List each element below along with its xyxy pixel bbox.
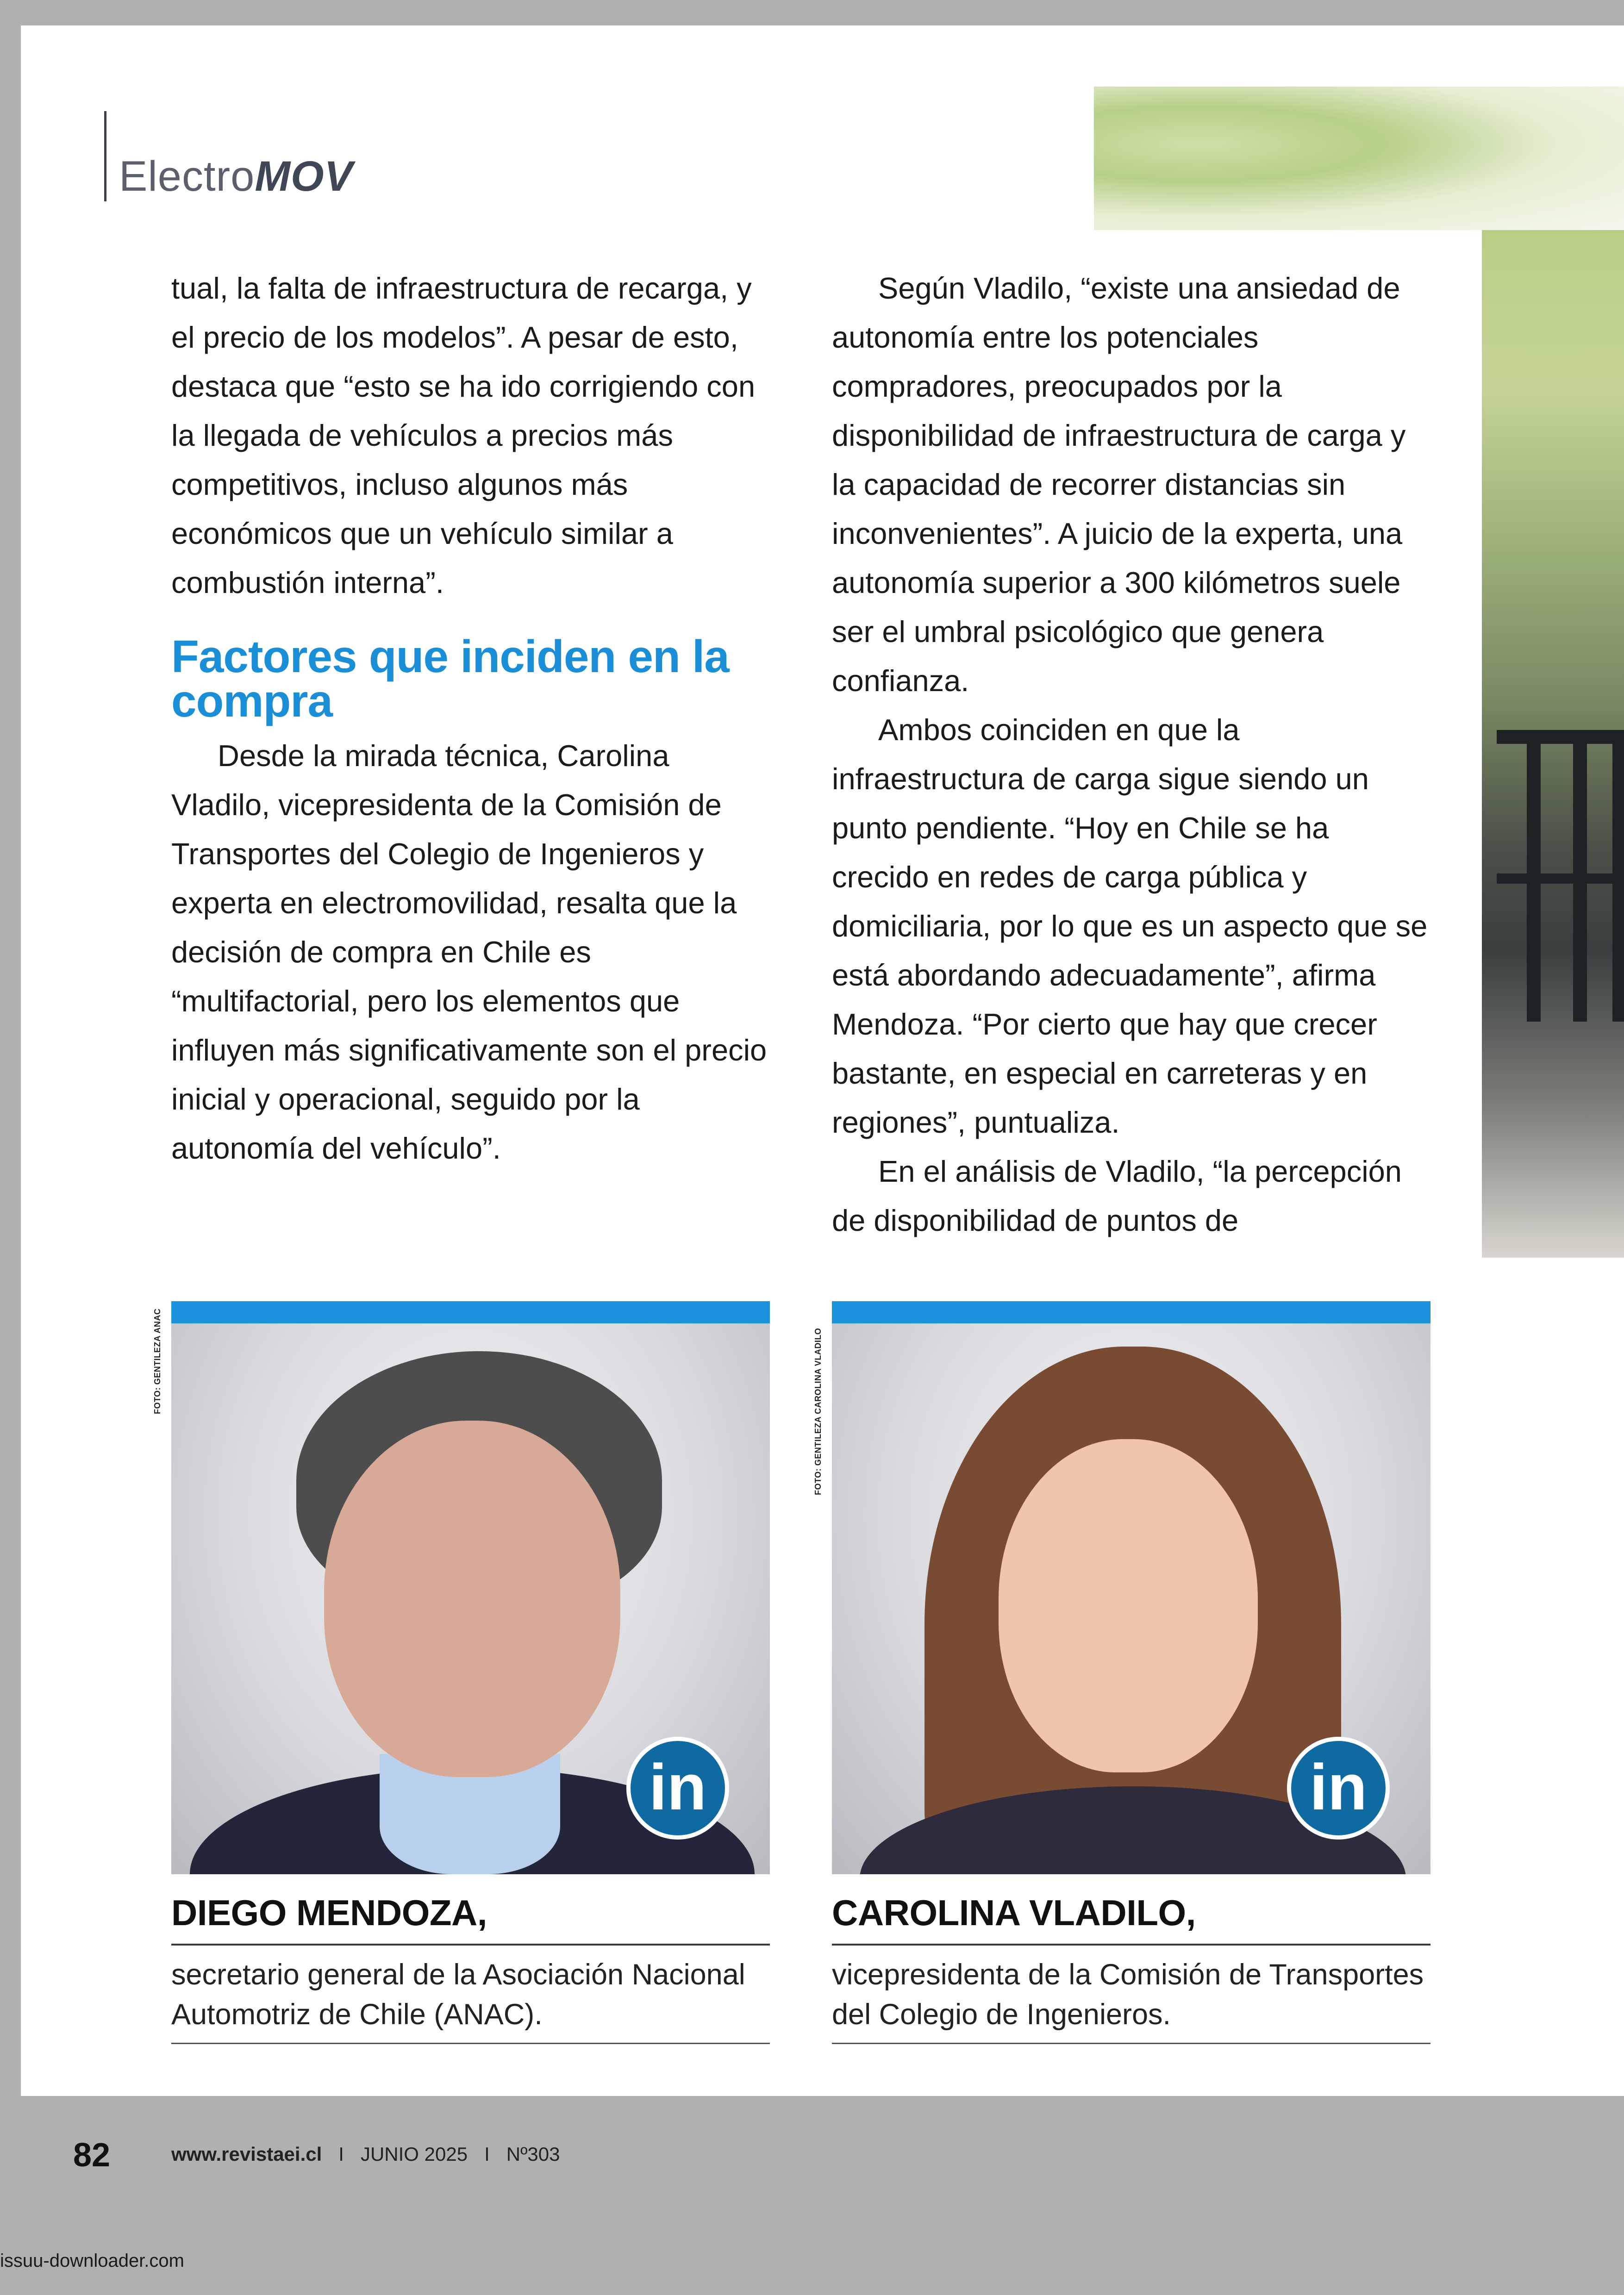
footer-separator: I — [484, 2143, 490, 2165]
fence-rail — [1497, 873, 1624, 884]
section-subhead: Factores que inciden en la compra — [171, 631, 729, 726]
photo-credit: FOTO: GENTILEZA CAROLINA VLADILO — [813, 1328, 823, 1495]
linkedin-icon[interactable]: in — [1287, 1737, 1390, 1840]
profile-card-vladilo — [832, 1301, 1430, 2044]
divider — [171, 2043, 770, 2044]
footer-issue-date: JUNIO 2025 — [360, 2143, 468, 2165]
paragraph: Desde la mirada técnica, Carolina Vladilo, vicepresidenta de la Comisión de Transportes del Colegio de Ingenieros y experta en electromovilidad, resalta que la decisión de compra en Chile es “multifactorial, pero los elementos que influyen más significativamente son el precio inicial y operacional, seguido por la autonomía del vehículo”. — [171, 739, 767, 1165]
portrait-photo — [171, 1323, 770, 1874]
fence-bar — [1527, 735, 1541, 1022]
watermark: issuu-downloader.com — [0, 2251, 184, 2271]
paragraph: En el análisis de Vladilo, “la percepción de disponibilidad de puntos de — [832, 1154, 1402, 1237]
profile-name: CAROLINA VLADILO, — [832, 1892, 1196, 1933]
photo-credit: FOTO: GENTILEZA ANAC — [153, 1308, 162, 1414]
paragraph: Según Vladilo, “existe una ansiedad de autonomía entre los potenciales compradores, preocupados por la disponibilidad de infraestructura de carga y la capacidad de recorrer distancias sin inconvenientes”. A juicio de la experta, una autonomía superior a 300 kilómetros suele ser el umbral psicológico que genera confianza. — [832, 271, 1406, 698]
footer-issue-number: Nº303 — [506, 2143, 560, 2165]
fence-rail — [1497, 730, 1624, 744]
divider — [832, 2043, 1430, 2044]
linkedin-icon[interactable]: in — [626, 1737, 729, 1840]
profile-name: DIEGO MENDOZA, — [171, 1892, 487, 1933]
portrait-face — [999, 1439, 1258, 1772]
divider — [832, 1944, 1430, 1946]
brand-light: Electro — [119, 153, 255, 200]
paragraph: tual, la falta de infraestructura de recarga, y el precio de los modelos”. A pesar de esto, destaca que “esto se ha ido corrigiendo con la llegada de vehículos a precios más competitivos, incluso algunos más económicos que un vehículo similar a combustión interna”. — [171, 271, 756, 599]
footer-info — [171, 2143, 560, 2165]
article-column-right — [832, 264, 1429, 1245]
profile-role: secretario general de la Asociación Nacional Automotriz de Chile (ANAC). — [171, 1958, 745, 2031]
portrait-face — [324, 1421, 620, 1777]
photo-strip — [1482, 230, 1624, 1258]
brand-bold: MOV — [255, 153, 353, 200]
fence-bar — [1612, 735, 1624, 1022]
foliage-blur — [1094, 87, 1624, 230]
divider — [171, 1944, 770, 1946]
fence-bar — [1573, 735, 1587, 1022]
card-accent-bar — [832, 1301, 1430, 1323]
portrait-photo — [832, 1323, 1430, 1874]
paragraph: Ambos coinciden en que la infraestructura de carga sigue siendo un punto pendiente. “Hoy en Chile se ha crecido en redes de carga pública y domiciliaria, por lo que es un aspecto que se está abordando adecuadamente”, afirma Mendoza. “Por cierto que hay que crecer bastante, en especial en carreteras y en regiones”, puntualiza. — [832, 713, 1428, 1139]
section-brand — [119, 155, 353, 198]
card-accent-bar — [171, 1301, 770, 1323]
magazine-page — [21, 25, 1624, 2096]
profile-card-mendoza — [171, 1301, 770, 2044]
footer-separator: I — [338, 2143, 344, 2165]
profile-role: vicepresidenta de la Comisión de Transportes del Colegio de Ingenieros. — [832, 1958, 1424, 2031]
page-number: 82 — [73, 2137, 111, 2174]
footer-url[interactable]: www.revistaei.cl — [171, 2143, 322, 2165]
header-rule — [104, 111, 106, 201]
article-column-left — [171, 264, 768, 1173]
